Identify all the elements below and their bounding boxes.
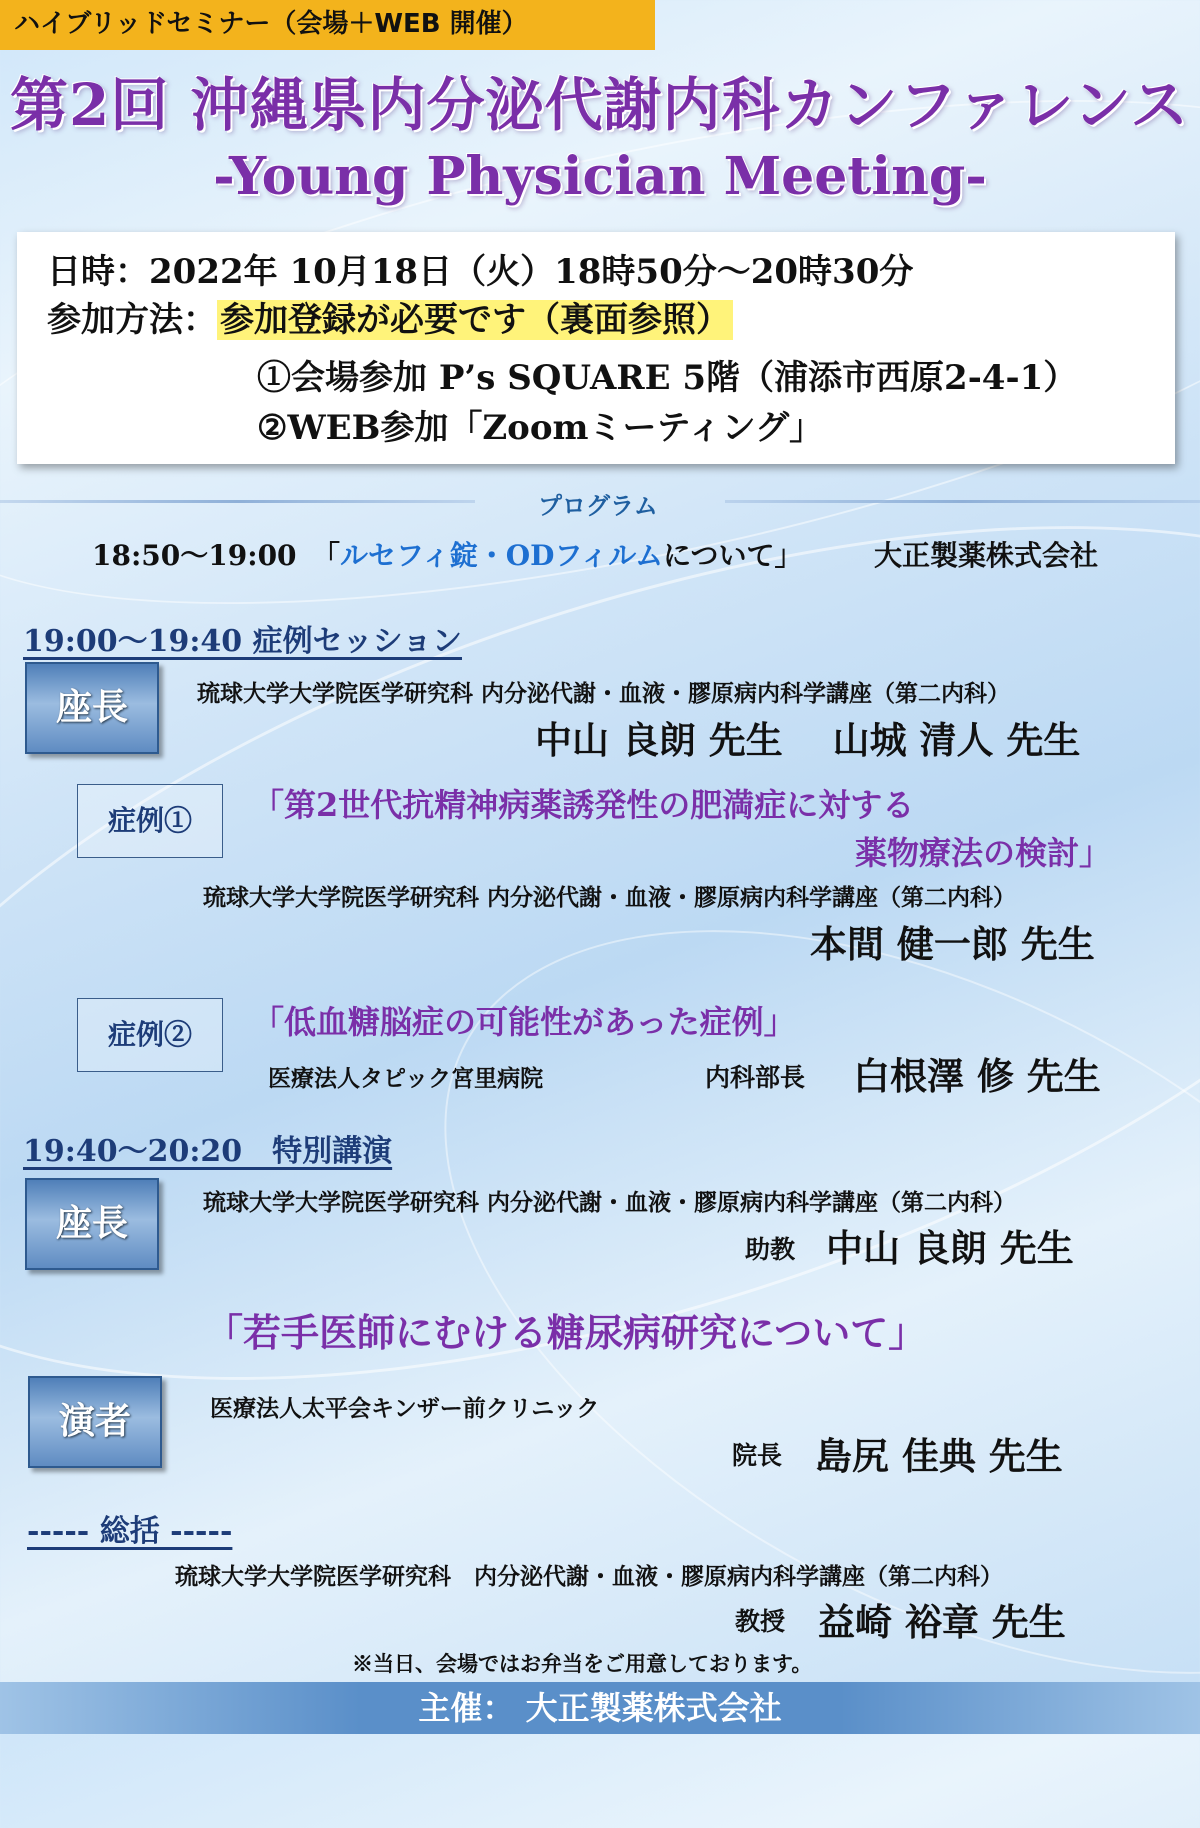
lecture-speaker-name: 島尻 佳典 先生 <box>815 1434 1063 1478</box>
case2-topic: 「低血糖脳症の可能性があった症例」 <box>252 1003 796 1041</box>
program-heading: プログラム <box>538 492 658 520</box>
case1-affiliation: 琉球大学大学院医学研究科 内分泌代謝・血液・膠原病内科学講座（第二内科） <box>203 884 1017 911</box>
opening-company: 大正製薬株式会社 <box>874 539 1099 572</box>
case2-role: 内科部長 <box>705 1063 806 1092</box>
case2-affiliation: 医療法人タピック宮里病院 <box>268 1065 544 1092</box>
lecture-topic: 「若手医師にむける糖尿病研究について」 <box>205 1310 927 1355</box>
lecture-chair-role: 助教 <box>745 1235 796 1264</box>
summary-heading: ----- 総括 ----- <box>27 1514 233 1549</box>
participation-method <box>47 292 733 341</box>
venue-option: ①会場参加 P’s SQUARE 5階（浦添市西原2-4-1） <box>257 358 1078 398</box>
summary-affiliation: 琉球大学大学院医学研究科 内分泌代謝・血液・膠原病内科学講座（第二内科） <box>175 1563 1003 1590</box>
page-subtitle: -Young Physician Meeting- <box>213 146 987 207</box>
organizer-footer: 主催： 大正製薬株式会社 <box>0 1682 1200 1734</box>
case2-speaker: 白根澤 修 先生 <box>853 1054 1101 1098</box>
divider <box>725 500 1200 503</box>
case2-label: 症例② <box>77 998 223 1072</box>
lunch-note: ※当日、会場ではお弁当をご用意しております。 <box>352 1651 813 1676</box>
opening-topic: 「ルセフィ錠・ODフィルムについて」 <box>312 539 803 572</box>
lecture-speaker-role: 院長 <box>732 1441 783 1470</box>
hybrid-seminar-banner: ハイブリッドセミナー（会場＋WEB 開催） <box>0 0 655 50</box>
event-datetime: 日時：2022年 10月18日（火）18時50分～20時30分 <box>47 252 914 292</box>
info-box <box>17 232 1175 464</box>
case1-topic-line1: 「第2世代抗精神病薬誘発性の肥満症に対する <box>252 786 915 824</box>
case1-topic-line2: 薬物療法の検討」 <box>855 834 1112 872</box>
speaker-label: 演者 <box>28 1376 162 1468</box>
case1-speaker: 本間 健一郎 先生 <box>810 922 1095 966</box>
summary-role: 教授 <box>735 1607 786 1636</box>
divider <box>0 500 475 503</box>
method-label: 参加方法： <box>47 300 217 340</box>
product-name: ルセフィ錠・ODフィルム <box>340 539 664 572</box>
web-option: ②WEB参加「Zoomミーティング」 <box>257 408 824 448</box>
chair-names: 中山 良朗 先生 山城 清人 先生 <box>535 718 1081 762</box>
special-lecture-heading: 19:40～20:20 特別講演 <box>23 1134 393 1169</box>
lecture-chair-affiliation: 琉球大学大学院医学研究科 内分泌代謝・血液・膠原病内科学講座（第二内科） <box>203 1189 1017 1216</box>
page-title: 第2回 沖縄県内分泌代謝内科カンファレンス <box>10 71 1190 139</box>
chair-label: 座長 <box>25 662 159 754</box>
chair-affiliation: 琉球大学大学院医学研究科 内分泌代謝・血液・膠原病内科学講座（第二内科） <box>197 680 1011 707</box>
lecture-chair-name: 中山 良朗 先生 <box>826 1226 1074 1270</box>
lecture-speaker-affiliation: 医療法人太平会キンザー前クリニック <box>210 1395 600 1422</box>
summary-name: 益崎 裕章 先生 <box>818 1600 1066 1644</box>
chair-label: 座長 <box>25 1178 159 1270</box>
opening-time: 18:50～19:00 <box>92 539 297 572</box>
method-value: 参加登録が必要です（裏面参照） <box>217 300 733 340</box>
case-session-heading: 19:00～19:40 症例セッション <box>23 624 462 659</box>
case1-label: 症例① <box>77 784 223 858</box>
